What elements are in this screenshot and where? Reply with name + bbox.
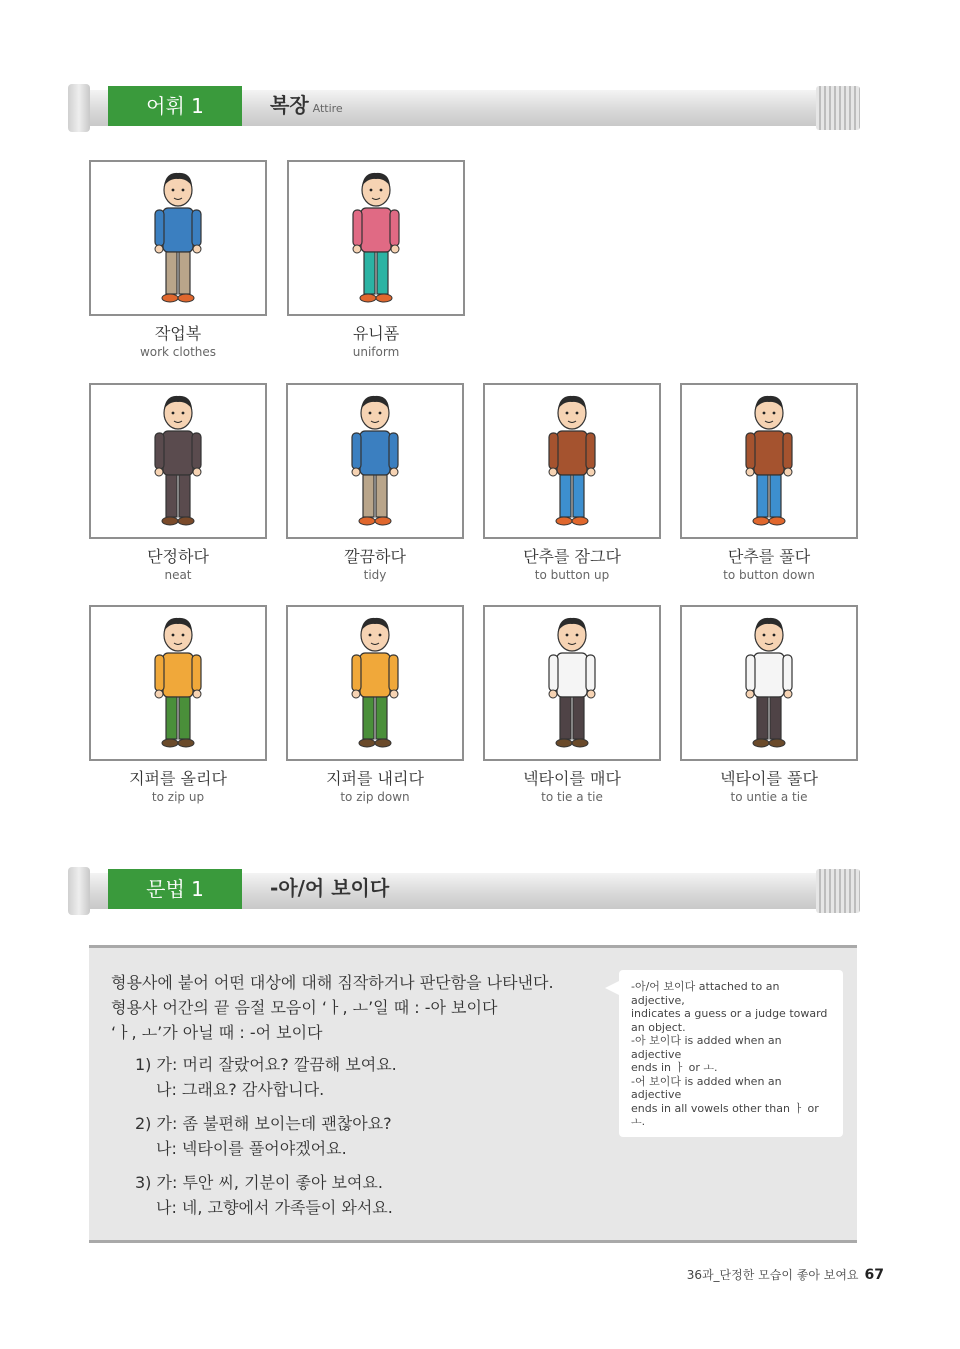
vocab-ko: 지퍼를 내리다 (326, 769, 424, 788)
desc-line: ‘ㅏ, ㅗ’가 아닐 때 : -어 보이다 (111, 1023, 323, 1042)
vocab-card-zip-down (286, 605, 464, 805)
desc-line: 형용사 어간의 끝 음절 모음이 ‘ㅏ, ㅗ’일 때 : -아 보이다 (111, 998, 498, 1017)
person-untie-a-tie-illustration (719, 613, 819, 753)
vocab-en: tidy (363, 568, 387, 582)
example-line-b: 나: 넥타이를 풀어야겠어요. (156, 1139, 347, 1158)
banner-cap-left (68, 867, 90, 915)
vocab-banner (68, 84, 860, 132)
vocab-ko: 작업복 (154, 324, 202, 343)
note-line: -어 보이다 is added when an adjective (631, 1074, 782, 1101)
illustration-frame (483, 605, 661, 761)
vocab-card-uniform (287, 160, 465, 360)
note-line: an object. (631, 1020, 686, 1034)
person-work-clothes-illustration (128, 168, 228, 308)
note-line: ends in all vowels other than ㅏ or ㅗ. (631, 1101, 819, 1128)
grammar-box (89, 945, 857, 1243)
vocab-en: uniform (352, 345, 400, 359)
vocab-en: to button up (534, 568, 610, 582)
vocab-card-button-up (483, 383, 661, 583)
vocab-ko: 지퍼를 올리다 (129, 769, 227, 788)
vocab-card-zip-up (89, 605, 267, 805)
example-line-a: 1) 가: 머리 잘랐어요? 깔끔해 보여요. (135, 1055, 397, 1074)
vocab-en: to zip down (340, 790, 410, 804)
illustration-frame (89, 160, 267, 316)
grammar-tag: 문법 1 (108, 869, 242, 909)
person-button-down-illustration (719, 391, 819, 531)
vocab-card-neat (89, 383, 267, 583)
grammar-banner (68, 867, 860, 915)
example-line-a: 2) 가: 좀 불편해 보이는데 괜찮아요? (135, 1114, 392, 1133)
desc-line: 형용사에 붙어 어떤 대상에 대해 짐작하거나 판단함을 나타낸다. (111, 973, 554, 992)
vocab-en: to zip up (151, 790, 205, 804)
vocab-ko: 단정하다 (147, 547, 209, 566)
vocab-en: to tie a tie (541, 790, 603, 804)
note-line: ends in ㅏ or ㅗ. (631, 1061, 718, 1074)
note-line: -아 보이다 is added when an adjective (631, 1034, 782, 1061)
example-line-a: 3) 가: 투안 씨, 기분이 좋아 보여요. (135, 1173, 383, 1192)
person-zip-up-illustration (128, 613, 228, 753)
vocab-card-button-down (680, 383, 858, 583)
person-tie-a-tie-illustration (522, 613, 622, 753)
vocab-tag: 어휘 1 (108, 86, 242, 126)
illustration-frame (286, 605, 464, 761)
banner-cap-right (816, 86, 860, 130)
illustration-frame (286, 383, 464, 539)
vocab-card-tidy (286, 383, 464, 583)
person-button-up-illustration (522, 391, 622, 531)
vocab-en: to untie a tie (730, 790, 808, 804)
bubble-tail (605, 980, 621, 996)
vocab-card-tie-a-tie (483, 605, 661, 805)
vocab-ko: 단추를 잠그다 (523, 547, 621, 566)
example-2 (135, 1111, 392, 1161)
illustration-frame (483, 383, 661, 539)
vocab-ko: 깔끔하다 (344, 547, 406, 566)
illustration-frame (287, 160, 465, 316)
vocab-title: 복장 Attire (270, 93, 343, 117)
note-line: indicates a guess or a judge toward (631, 1007, 828, 1020)
vocab-en: neat (164, 568, 192, 582)
page-number: 67 (864, 1267, 884, 1283)
example-3 (135, 1170, 393, 1220)
vocab-ko: 넥타이를 매다 (523, 769, 621, 788)
english-note-bubble (619, 970, 843, 1137)
illustration-frame (680, 383, 858, 539)
vocab-card-untie-a-tie (680, 605, 858, 805)
lesson-title: 36과_단정한 모습이 좋아 보여요 (686, 1268, 859, 1282)
note-line: -아/어 보이다 attached to an adjective, (631, 980, 780, 1007)
person-neat-illustration (128, 391, 228, 531)
vocab-ko: 단추를 풀다 (727, 547, 811, 566)
vocab-en: work clothes (139, 345, 217, 359)
person-uniform-illustration (326, 168, 426, 308)
example-line-b: 나: 그래요? 감사합니다. (156, 1080, 325, 1099)
vocab-card-work-clothes (89, 160, 267, 360)
banner-cap-right (816, 869, 860, 913)
person-tidy-illustration (325, 391, 425, 531)
vocab-ko: 유니폼 (352, 324, 400, 343)
illustration-frame (680, 605, 858, 761)
grammar-description (111, 970, 554, 1045)
grammar-title: -아/어 보이다 (270, 876, 390, 900)
vocab-ko: 넥타이를 풀다 (720, 769, 818, 788)
example-1 (135, 1052, 397, 1102)
illustration-frame (89, 383, 267, 539)
banner-cap-left (68, 84, 90, 132)
vocab-subtitle: Attire (312, 102, 343, 115)
vocab-en: to button down (723, 568, 815, 582)
person-zip-down-illustration (325, 613, 425, 753)
illustration-frame (89, 605, 267, 761)
page-footer (687, 1266, 884, 1283)
example-line-b: 나: 네, 고향에서 가족들이 와서요. (156, 1198, 393, 1217)
